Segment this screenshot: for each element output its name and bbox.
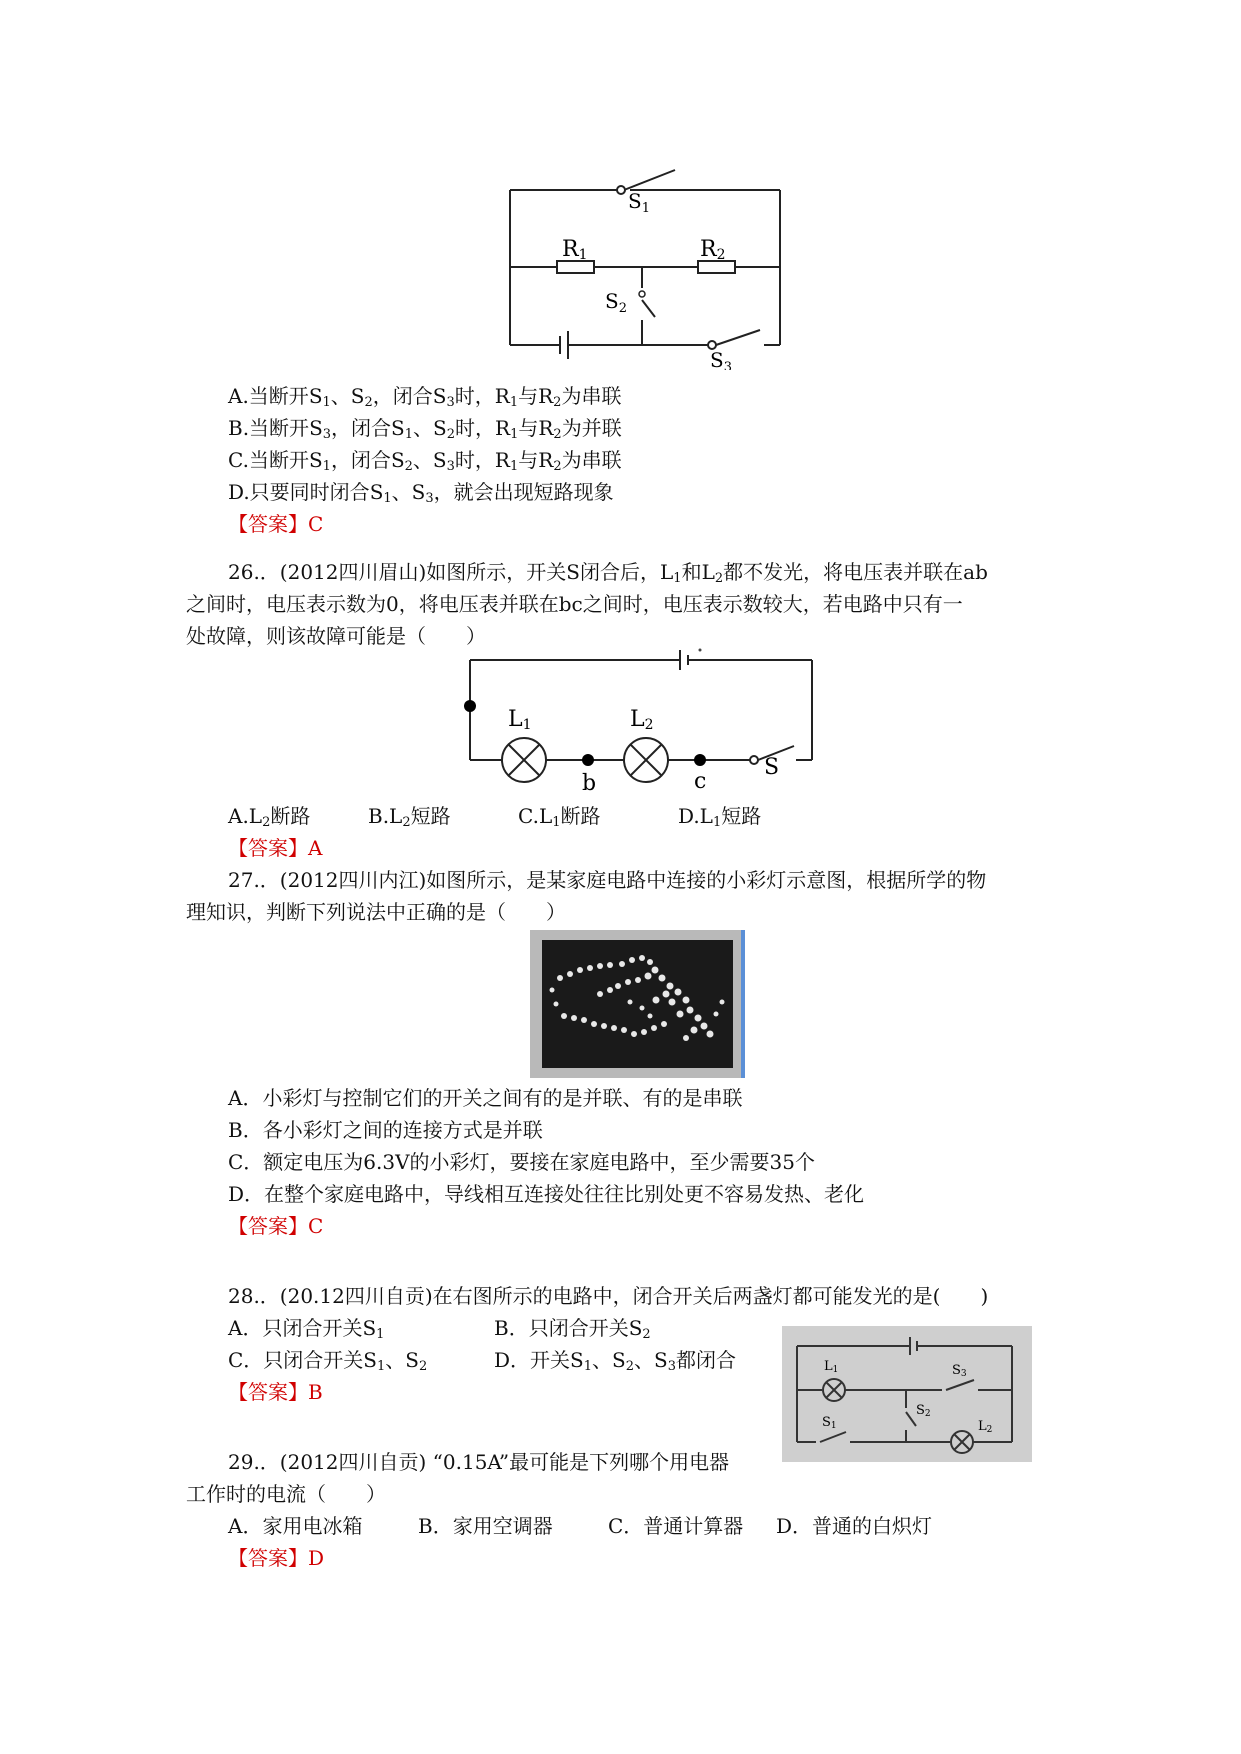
- label-l2-fig3: L2: [978, 1419, 993, 1435]
- label-l1-fig3: L1: [824, 1359, 839, 1375]
- q27-option-c: C．额定电压为6.3V的小彩灯，要接在家庭电路中，至少需要35个: [228, 1150, 816, 1174]
- q26-stem-line-3: 处故障，则该故障可能是（ ）: [186, 624, 486, 648]
- q26-option-b: $B.L_2$短路: [368, 804, 451, 830]
- q25-option-d: D.只要同时闭合$S_1$、$S_3$，就会出现短路现象: [228, 480, 614, 506]
- q29-option-c: C．普通计算器: [608, 1514, 744, 1538]
- circuit-diagram-2: [460, 648, 820, 798]
- q27-answer: 【答案】C: [228, 1214, 324, 1238]
- label-s3: $S_3$: [710, 348, 732, 370]
- label-s2-fig3: S2: [916, 1403, 931, 1419]
- q27-stem-line-2: 理知识，判断下列说法中正确的是（ ）: [186, 900, 566, 924]
- q27-option-a: A．小彩灯与控制它们的开关之间有的是并联、有的是串联: [228, 1086, 743, 1110]
- q29-option-a: A．家用电冰箱: [228, 1514, 363, 1538]
- label-b: b: [582, 771, 597, 796]
- label-s: S: [764, 755, 780, 780]
- q28-option-a: A．只闭合开关$S_1$: [228, 1316, 385, 1342]
- label-s1: $S_1$: [628, 189, 650, 216]
- q28-option-c: C．只闭合开关$S_1$、$S_2$: [228, 1348, 428, 1374]
- q29-stem-line-2: 工作时的电流（ ）: [186, 1482, 386, 1506]
- q29-answer: 【答案】D: [228, 1546, 325, 1570]
- q29-stem-line-1: 29.．(2012四川自贡) “0.15A”最可能是下列哪个用电器: [228, 1450, 730, 1474]
- q26-stem-line-2: 之间时，电压表示数为0，将电压表并联在bc之间时，电压表示数较大，若电路中只有一: [186, 592, 963, 616]
- q25-option-a: A.当断开$S_1$、$S_2$，闭合$S_3$时，$R_1$与$R_2$为串联: [228, 384, 622, 410]
- label-l2: L2: [630, 707, 654, 733]
- string-lights-photo: [530, 930, 745, 1078]
- q27-option-d: D．在整个家庭电路中，导线相互连接处往往比别处更不容易发热、老化: [228, 1182, 865, 1206]
- q28-answer: 【答案】B: [228, 1380, 323, 1404]
- label-l1: L1: [508, 707, 532, 733]
- q28-option-b: B．只闭合开关$S_2$: [494, 1316, 651, 1342]
- label-c: c: [694, 769, 707, 794]
- q25-option-b: B.当断开$S_3$，闭合$S_1$、$S_2$时，$R_1$与$R_2$为并联: [228, 416, 622, 442]
- label-r1: R1: [562, 237, 588, 263]
- q25-option-c: C.当断开$S_1$，闭合$S_2$、$S_3$时，$R_1$与$R_2$为串联: [228, 448, 622, 474]
- q29-option-d: D．普通的白炽灯: [776, 1514, 933, 1538]
- circuit-diagram-1: [500, 160, 790, 370]
- label-s2: $S_2$: [605, 289, 627, 316]
- q26-stem-line-1: 26.．(2012四川眉山)如图所示，开关S闭合后，$L_1$和$L_2$都不发光，将电压表并联在ab: [228, 560, 988, 586]
- q26-option-a: $A.L_2$断路: [228, 804, 311, 830]
- label-r2: R2: [700, 237, 726, 263]
- label-s3-fig3: S3: [952, 1363, 967, 1379]
- q26-answer: 【答案】A: [228, 836, 323, 860]
- q25-answer: 【答案】C: [228, 512, 324, 536]
- label-s1-fig3: S1: [822, 1415, 837, 1431]
- q26-option-c: $C.L_1$断路: [518, 804, 601, 830]
- circuit-diagram-3: [782, 1326, 1032, 1462]
- q27-stem-line-1: 27.．(2012四川内江)如图所示，是某家庭电路中连接的小彩灯示意图，根据所学的物: [228, 868, 987, 892]
- q28-option-d: D．开关$S_1$、$S_2$、$S_3$都闭合: [494, 1348, 736, 1374]
- q26-option-d: $D.L_1$短路: [678, 804, 762, 830]
- q28-stem: 28.．(20.12四川自贡)在右图所示的电路中，闭合开关后两盏灯都可能发光的是( ): [228, 1284, 989, 1308]
- q27-option-b: B．各小彩灯之间的连接方式是并联: [228, 1118, 543, 1142]
- q29-option-b: B．家用空调器: [418, 1514, 553, 1538]
